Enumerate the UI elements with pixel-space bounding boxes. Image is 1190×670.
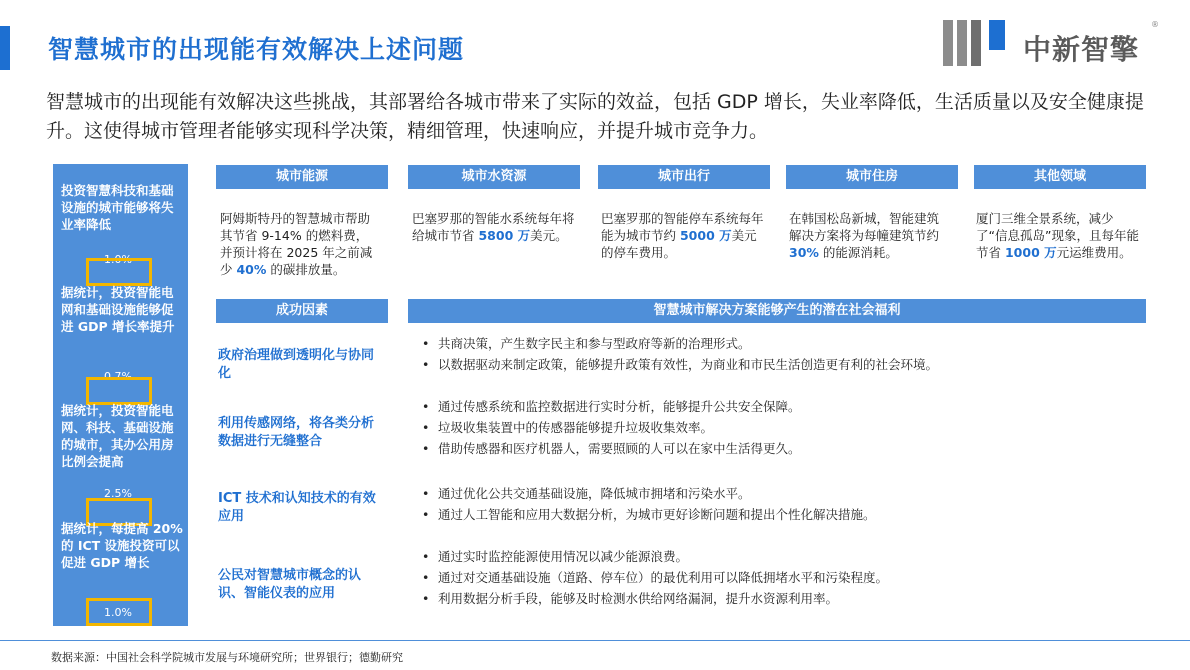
stat-highlight-box xyxy=(86,258,152,286)
card-city-water: 巴塞罗那的智能水系统每年将给城市节省 5800 万美元。 xyxy=(412,211,575,243)
benefit-item: • 利用数据分析手段，能够及时检测水供给网络漏洞，提升水资源利用率。 xyxy=(420,588,1160,609)
stats-sidebar xyxy=(53,164,188,626)
data-source-note: 数据来源：中国社会科学院城市发展与环境研究所；世界银行；德勤研究 xyxy=(51,651,403,664)
footer-divider xyxy=(0,640,1190,641)
stat-text: 据统计，每提高 20% 的 ICT 设施投资可以促进 GDP 增长 xyxy=(61,521,183,570)
stat-text: 据统计，投资智能电网和基础设施能够促进 GDP 增长率提升 xyxy=(61,285,175,334)
tab-city-housing: 城市住房 xyxy=(786,165,958,189)
logo-mark-icon xyxy=(943,20,1013,66)
card-other-fields: 厦门三维全景系统，减少了“信息孤岛”现象，且每年能节省 1000 万元运维费用。 xyxy=(976,211,1139,260)
benefit-item: • 通过优化公共交通基础设施，降低城市拥堵和污染水平。 xyxy=(420,483,1160,504)
stat-highlight-box xyxy=(86,377,152,405)
benefit-item: • 以数据驱动来制定政策，能够提升政策有效性，为商业和市民生活创造更有利的社会环境。 xyxy=(420,354,1160,375)
benefit-item: • 垃圾收集装置中的传感器能够提升垃圾收集效率。 xyxy=(420,417,1160,438)
stat-value: 1.0% xyxy=(104,606,132,619)
logo-registered-mark: ® xyxy=(1151,20,1159,29)
benefit-item: • 通过传感系统和监控数据进行实时分析，能够提升公共安全保障。 xyxy=(420,396,1160,417)
benefit-item: • 通过实时监控能源使用情况以减少能源浪费。 xyxy=(420,546,1160,567)
logo-text: 中新智擎 xyxy=(1023,33,1140,66)
factors-header: 成功因素 xyxy=(216,299,388,323)
benefit-item: • 通过人工智能和应用大数据分析，为城市更好诊断问题和提出个性化解决措施。 xyxy=(420,504,1160,525)
benefits-header: 智慧城市解决方案能够产生的潜在社会福利 xyxy=(408,299,1146,323)
factor-name: ICT 技术和认知技术的有效应用 xyxy=(218,491,376,524)
benefit-list xyxy=(420,546,1160,609)
factor-name: 公民对智慧城市概念的认识、智能仪表的应用 xyxy=(218,568,362,601)
benefit-list xyxy=(420,396,1160,459)
stat-value: 0.7% xyxy=(104,370,132,383)
stat-value: 1.0% xyxy=(104,253,132,266)
page-title: 智慧城市的出现能有效解决上述问题 xyxy=(48,35,465,64)
stat-text: 投资智慧科技和基础设施的城市能够将失业率降低 xyxy=(61,183,174,232)
benefit-item: • 共商决策，产生数字民主和参与型政府等新的治理形式。 xyxy=(420,333,1160,354)
tab-city-mobility: 城市出行 xyxy=(598,165,770,189)
intro-paragraph: 智慧城市的出现能有效解决这些挑战，其部署给各城市带来了实际的效益，包括 GDP 增长，失业率降低，生活质量以及安全健康提升。这使得城市管理者能够实现科学决策，精细管理，快速响应，并提升城市竞争力。 xyxy=(46,91,1144,142)
benefit-list xyxy=(420,483,1160,525)
factor-name: 利用传感网络，将各类分析数据进行无缝整合 xyxy=(218,416,375,449)
tab-other-fields: 其他领域 xyxy=(974,165,1146,189)
tab-city-energy: 城市能源 xyxy=(216,165,388,189)
title-accent-bar xyxy=(0,26,10,70)
stat-value: 2.5% xyxy=(104,487,132,500)
card-city-housing: 在韩国松岛新城，智能建筑解决方案将为每幢建筑节约 30% 的能源消耗。 xyxy=(789,211,940,260)
stat-highlight-box xyxy=(86,598,152,626)
brand-logo xyxy=(943,18,1163,70)
card-city-energy: 阿姆斯特丹的智慧城市帮助其节省 9-14% 的燃料费，并预计将在 2025 年之前减少 40% 的碳排放量。 xyxy=(220,211,373,277)
factor-name: 政府治理做到透明化与协同化 xyxy=(218,348,375,381)
tab-city-water: 城市水资源 xyxy=(408,165,580,189)
stat-text: 据统计，投资智能电网、科技、基础设施的城市，其办公用房比例会提高 xyxy=(61,403,174,469)
benefit-item: • 通过对交通基础设施（道路、停车位）的最优利用可以降低拥堵水平和污染程度。 xyxy=(420,567,1160,588)
benefit-item: • 借助传感器和医疗机器人，需要照顾的人可以在家中生活得更久。 xyxy=(420,438,1160,459)
card-city-mobility: 巴塞罗那的智能停车系统每年能为城市节约 5000 万美元的停车费用。 xyxy=(601,211,764,260)
benefit-list xyxy=(420,333,1160,375)
